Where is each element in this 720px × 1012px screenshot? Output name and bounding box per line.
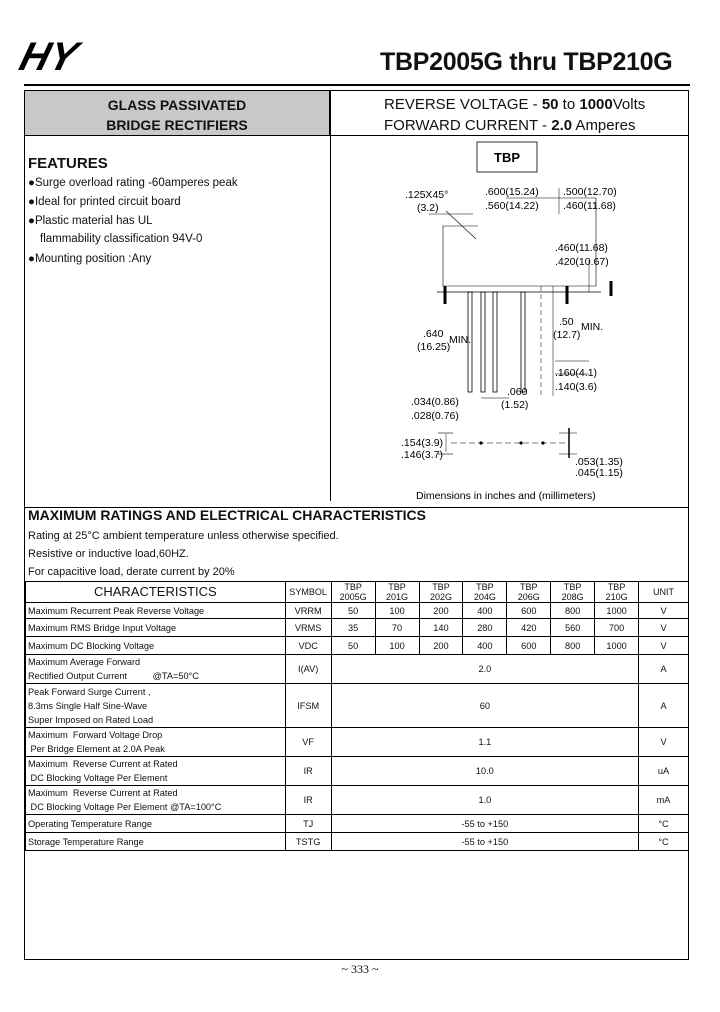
value-cell: 420 xyxy=(507,619,551,637)
value-cell: 70 xyxy=(375,619,419,637)
dim-lead-length: .640 xyxy=(423,328,444,340)
unit-cell: V xyxy=(639,603,689,619)
characteristic-name: Peak Forward Surge Current , 8.3ms Single Half Sine-Wave Super Imposed on Rated Load xyxy=(26,684,286,728)
value-cell: 700 xyxy=(595,619,639,637)
side-view-dot xyxy=(541,441,544,444)
page-title: TBP2005G thru TBP210G xyxy=(380,48,673,76)
rating-note: For capacitive load, derate current by 20% xyxy=(28,566,235,578)
part-header: TBP 208G xyxy=(551,582,595,603)
table-row xyxy=(26,786,689,815)
dim-h2: .420(10.67) xyxy=(555,256,609,268)
table-header-row xyxy=(26,582,689,603)
value-cell: 1.0 xyxy=(331,786,638,815)
product-type-line2: BRIDGE RECTIFIERS xyxy=(106,117,248,133)
unit-cell: A xyxy=(639,655,689,684)
product-type-line1: GLASS PASSIVATED xyxy=(107,97,247,113)
table-row xyxy=(26,637,689,655)
value-cell: 100 xyxy=(375,637,419,655)
value-cell: 800 xyxy=(551,603,595,619)
dim-p1: .160(4.1) xyxy=(555,367,598,379)
unit-header: UNIT xyxy=(639,582,689,603)
characteristic-name: Maximum DC Blocking Voltage xyxy=(26,637,286,655)
characteristic-name: Storage Temperature Range xyxy=(26,833,286,851)
feature-item: ●Ideal for printed circuit board xyxy=(28,196,181,208)
chamfer-mm: (3.2) xyxy=(417,202,439,214)
lead xyxy=(481,292,485,392)
value-cell: 60 xyxy=(331,684,638,728)
feature-item: ●Mounting position :Any xyxy=(28,253,152,265)
dim-w4: .460(11.68) xyxy=(563,200,616,212)
characteristic-name: Operating Temperature Range xyxy=(26,815,286,833)
value-cell: 400 xyxy=(463,637,507,655)
value-cell: 600 xyxy=(507,637,551,655)
part-header: TBP 204G xyxy=(463,582,507,603)
dim-w3: .500(12.70) xyxy=(563,186,617,198)
value-cell: 1000 xyxy=(595,637,639,655)
symbol-cell: TJ xyxy=(285,815,331,833)
features-heading: FEATURES xyxy=(28,155,108,172)
lead xyxy=(521,292,525,392)
value-cell: 2.0 xyxy=(331,655,638,684)
table-row xyxy=(26,728,689,757)
part-header: TBP 210G xyxy=(595,582,639,603)
value-cell: 200 xyxy=(419,637,463,655)
dim-lead-min: MIN. xyxy=(449,334,472,346)
value-cell: 560 xyxy=(551,619,595,637)
unit-cell: mA xyxy=(639,786,689,815)
table-row xyxy=(26,603,689,619)
value-cell: 1000 xyxy=(595,603,639,619)
dim-lead-thick2: .045(1.15) xyxy=(575,467,623,479)
side-view-dot xyxy=(479,441,482,444)
value-cell: 50 xyxy=(331,637,375,655)
symbol-cell: IFSM xyxy=(285,684,331,728)
value-cell: -55 to +150 xyxy=(331,833,638,851)
lead xyxy=(493,292,497,392)
feature-item: ●Surge overload rating -60amperes peak xyxy=(28,177,238,189)
table-row xyxy=(26,655,689,684)
dim-w1: .600(15.24) xyxy=(485,186,539,198)
symbol-cell: VDC xyxy=(285,637,331,655)
symbol-cell: VF xyxy=(285,728,331,757)
table-row xyxy=(26,619,689,637)
characteristic-name: Maximum Reverse Current at Rated DC Blocking Voltage Per Element @TA=100°C xyxy=(26,786,286,815)
value-cell: 400 xyxy=(463,603,507,619)
symbol-cell: TSTG xyxy=(285,833,331,851)
package-label: TBP xyxy=(494,150,520,165)
value-cell: 140 xyxy=(419,619,463,637)
value-cell: 35 xyxy=(331,619,375,637)
value-cell: 200 xyxy=(419,603,463,619)
table-row xyxy=(26,815,689,833)
logo-text: HY xyxy=(15,33,83,79)
unit-cell: V xyxy=(639,619,689,637)
symbol-cell: IR xyxy=(285,786,331,815)
dim-spacing-mm: (1.52) xyxy=(501,399,529,411)
side-view-dot xyxy=(519,441,522,444)
characteristics-header: CHARACTERISTICS xyxy=(26,582,286,603)
title-rule xyxy=(24,84,690,86)
value-cell: 10.0 xyxy=(331,757,638,786)
feature-item: ●Plastic material has UL xyxy=(28,215,153,227)
symbol-cell: I(AV) xyxy=(285,655,331,684)
symbol-cell: VRMS xyxy=(285,619,331,637)
value-cell: 800 xyxy=(551,637,595,655)
table-row xyxy=(26,684,689,728)
dim-p2: .140(3.6) xyxy=(555,381,598,393)
page-number: ~ 333 ~ xyxy=(341,962,379,976)
dim-lead2-min: MIN. xyxy=(581,321,604,333)
table-row xyxy=(26,757,689,786)
dim-lead-length-mm: (16.25) xyxy=(417,341,451,353)
part-header: TBP 202G xyxy=(419,582,463,603)
product-type-box xyxy=(25,91,330,135)
dim-w2: .560(14.22) xyxy=(485,200,539,212)
part-header: TBP 2005G xyxy=(331,582,375,603)
dim-spacing: .060 xyxy=(507,386,528,398)
dim-lead-dia2: .028(0.76) xyxy=(411,410,459,422)
reverse-voltage-rating: REVERSE VOLTAGE - 50 to 1000Volts xyxy=(384,96,646,113)
part-header: TBP 201G xyxy=(375,582,419,603)
unit-cell: uA xyxy=(639,757,689,786)
part-header: TBP 206G xyxy=(507,582,551,603)
chamfer-leader xyxy=(446,211,476,239)
dim-lead2: .50 xyxy=(559,316,574,328)
hy-logo xyxy=(15,33,154,79)
value-cell: 600 xyxy=(507,603,551,619)
rating-note: Rating at 25°C ambient temperature unless otherwise specified. xyxy=(28,530,339,542)
characteristic-name: Maximum Recurrent Peak Reverse Voltage xyxy=(26,603,286,619)
characteristic-name: Maximum Average Forward Rectified Output Current @TA=50°C xyxy=(26,655,286,684)
dim-thick1: .154(3.9) xyxy=(401,437,444,449)
symbol-cell: VRRM xyxy=(285,603,331,619)
dim-lead-dia1: .034(0.86) xyxy=(411,396,459,408)
max-ratings-heading: MAXIMUM RATINGS AND ELECTRICAL CHARACTERISTICS xyxy=(28,507,426,523)
table-row xyxy=(26,833,689,851)
unit-cell: V xyxy=(639,637,689,655)
value-cell: -55 to +150 xyxy=(331,815,638,833)
characteristics-table xyxy=(25,581,689,851)
dim-thick2: .146(3.7) xyxy=(401,449,444,461)
symbol-cell: IR xyxy=(285,757,331,786)
characteristic-name: Maximum RMS Bridge Input Voltage xyxy=(26,619,286,637)
characteristic-name: Maximum Forward Voltage Drop Per Bridge Element at 2.0A Peak xyxy=(26,728,286,757)
value-cell: 100 xyxy=(375,603,419,619)
rating-note: Resistive or inductive load,60HZ. xyxy=(28,548,189,560)
dim-h1: .460(11.68) xyxy=(555,242,608,254)
characteristic-name: Maximum Reverse Current at Rated DC Blocking Voltage Per Element xyxy=(26,757,286,786)
dimensions-caption: Dimensions in inches and (millimeters) xyxy=(416,490,596,502)
value-cell: 280 xyxy=(463,619,507,637)
value-cell: 1.1 xyxy=(331,728,638,757)
value-cell: 50 xyxy=(331,603,375,619)
unit-cell: A xyxy=(639,684,689,728)
unit-cell: °C xyxy=(639,833,689,851)
unit-cell: V xyxy=(639,728,689,757)
package-outline-drawing xyxy=(331,136,689,507)
unit-cell: °C xyxy=(639,815,689,833)
symbol-header: SYMBOL xyxy=(285,582,331,603)
dim-lead-thick1: .053(1.35) xyxy=(575,456,623,468)
forward-current-rating: FORWARD CURRENT - 2.0 Amperes xyxy=(384,117,636,134)
dim-lead2-mm: (12.7) xyxy=(553,329,581,341)
chamfer-label: .125X45° xyxy=(405,189,449,201)
feature-item: flammability classification 94V-0 xyxy=(40,233,203,245)
